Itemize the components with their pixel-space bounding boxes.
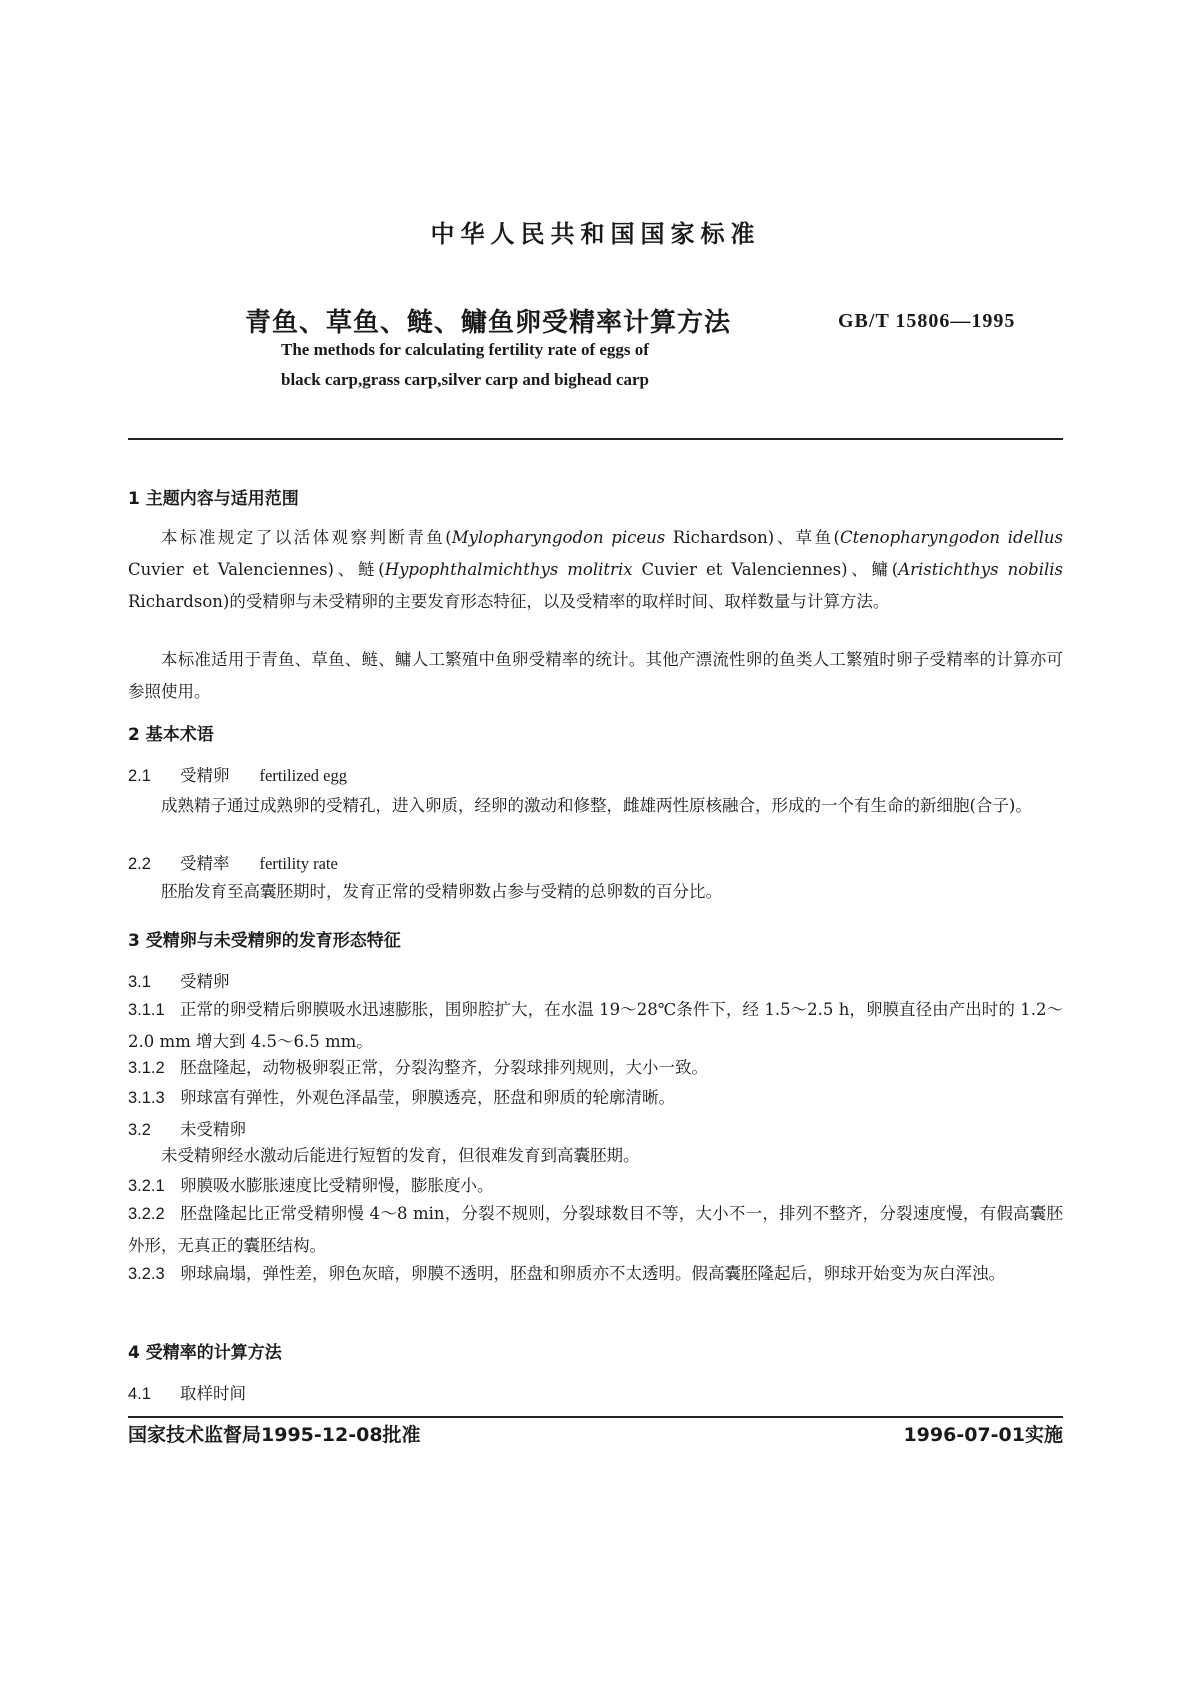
standard-title-en-line1: The methods for calculating fertility rate of eggs of: [281, 340, 649, 359]
species-name: Mylopharyngodon piceus: [451, 528, 666, 547]
section-2-heading: 2 基本术语: [128, 725, 214, 745]
standard-title-en-line2: black carp,grass carp,silver carp and bighead carp: [280, 370, 650, 389]
clause-3-1-1: 3.1.1 正常的卵受精后卵膜吸水迅速膨胀，围卵腔扩大，在水温 19～28℃条件下，经 1.5～2.5 h，卵膜直径由产出时的 1.2～2.0 mm 增大到 4.5～6.5 mm。: [128, 1000, 1063, 1051]
clause-3-2-1: 3.2.1 卵膜吸水膨胀速度比受精卵慢，膨胀度小。: [128, 1176, 494, 1195]
clause-3-1: 3.1 受精卵: [128, 972, 230, 991]
species-name: Hypophthalmichthys molitrix: [384, 560, 633, 579]
clause-3-1-2: 3.1.2 胚盘隆起，动物极卵裂正常，分裂沟整齐，分裂球排列规则，大小一致。: [128, 1058, 708, 1077]
section-1-heading: 1 主题内容与适用范围: [128, 489, 299, 509]
implementation-date: 1996-07-01实施: [903, 1424, 1063, 1446]
term-2-1-definition: 成熟精子通过成熟卵的受精孔，进入卵质，经卵的激动和修整，雌雄两性原核融合，形成的一个有生命的新细胞(合子)。: [161, 796, 1032, 815]
clause-4-1: 4.1 取样时间: [128, 1384, 246, 1403]
section-3-heading: 3 受精卵与未受精卵的发育形态特征: [128, 931, 401, 951]
term-2-2: 2.2 受精率 fertility rate: [128, 854, 338, 873]
approval-date: 国家技术监督局1995-12-08批准: [128, 1424, 421, 1446]
section-1-paragraph-2: 本标准适用于青鱼、草鱼、鲢、鳙人工繁殖中鱼卵受精率的统计。其他产漂流性卵的鱼类人工繁殖时卵子受精率的计算亦可参照使用。: [128, 650, 1063, 701]
clause-3-2-3: 3.2.3 卵球扁塌，弹性差，卵色灰暗，卵膜不透明，胚盘和卵质亦不太透明。假高囊胚隆起后，卵球开始变为灰白浑浊。: [128, 1264, 1005, 1283]
clause-3-2: 3.2 未受精卵: [128, 1120, 246, 1139]
section-4-heading: 4 受精率的计算方法: [128, 1343, 282, 1363]
term-2-2-definition: 胚胎发育至高囊胚期时，发育正常的受精卵数占参与受精的总卵数的百分比。: [161, 882, 722, 901]
species-name: Aristichthys nobilis: [898, 560, 1064, 579]
footer-divider: [128, 1416, 1063, 1418]
standard-title-cn: 青鱼、草鱼、鲢、鳙鱼卵受精率计算方法: [245, 308, 732, 338]
species-name: Ctenopharyngodon idellus: [840, 528, 1064, 547]
clause-3-2-text: 未受精卵经水激动后能进行短暂的发育，但很难发育到高囊胚期。: [161, 1146, 640, 1165]
standard-code: GB/T 15806—1995: [838, 310, 1016, 332]
term-2-1: 2.1 受精卵 fertilized egg: [128, 766, 347, 785]
clause-3-2-2: 3.2.2 胚盘隆起比正常受精卵慢 4～8 min，分裂不规则，分裂球数目不等，大小不一，排列不整齐，分裂速度慢，有假高囊胚外形，无真正的囊胚结构。: [128, 1204, 1063, 1255]
national-standard-heading: 中华人民共和国国家标准: [430, 220, 761, 248]
header-divider: [128, 438, 1063, 440]
section-1-paragraph-1: 本标准规定了以活体观察判断青鱼(Mylopharyngodon piceus Richardson)、草鱼(Ctenopharyngodon idellus Cuvier et Valenciennes)、鲢(Hypophthalmichthys molitrix Cuvier et Valenciennes)、鳙(Aristichthys nobilis Richardson)的受精卵与未受精卵的主要发育形态特征，以及受精率的取样时间、取样数量与计算方法。: [128, 528, 1064, 611]
clause-3-1-3: 3.1.3 卵球富有弹性，外观色泽晶莹，卵膜透亮，胚盘和卵质的轮廓清晰。: [128, 1088, 675, 1107]
